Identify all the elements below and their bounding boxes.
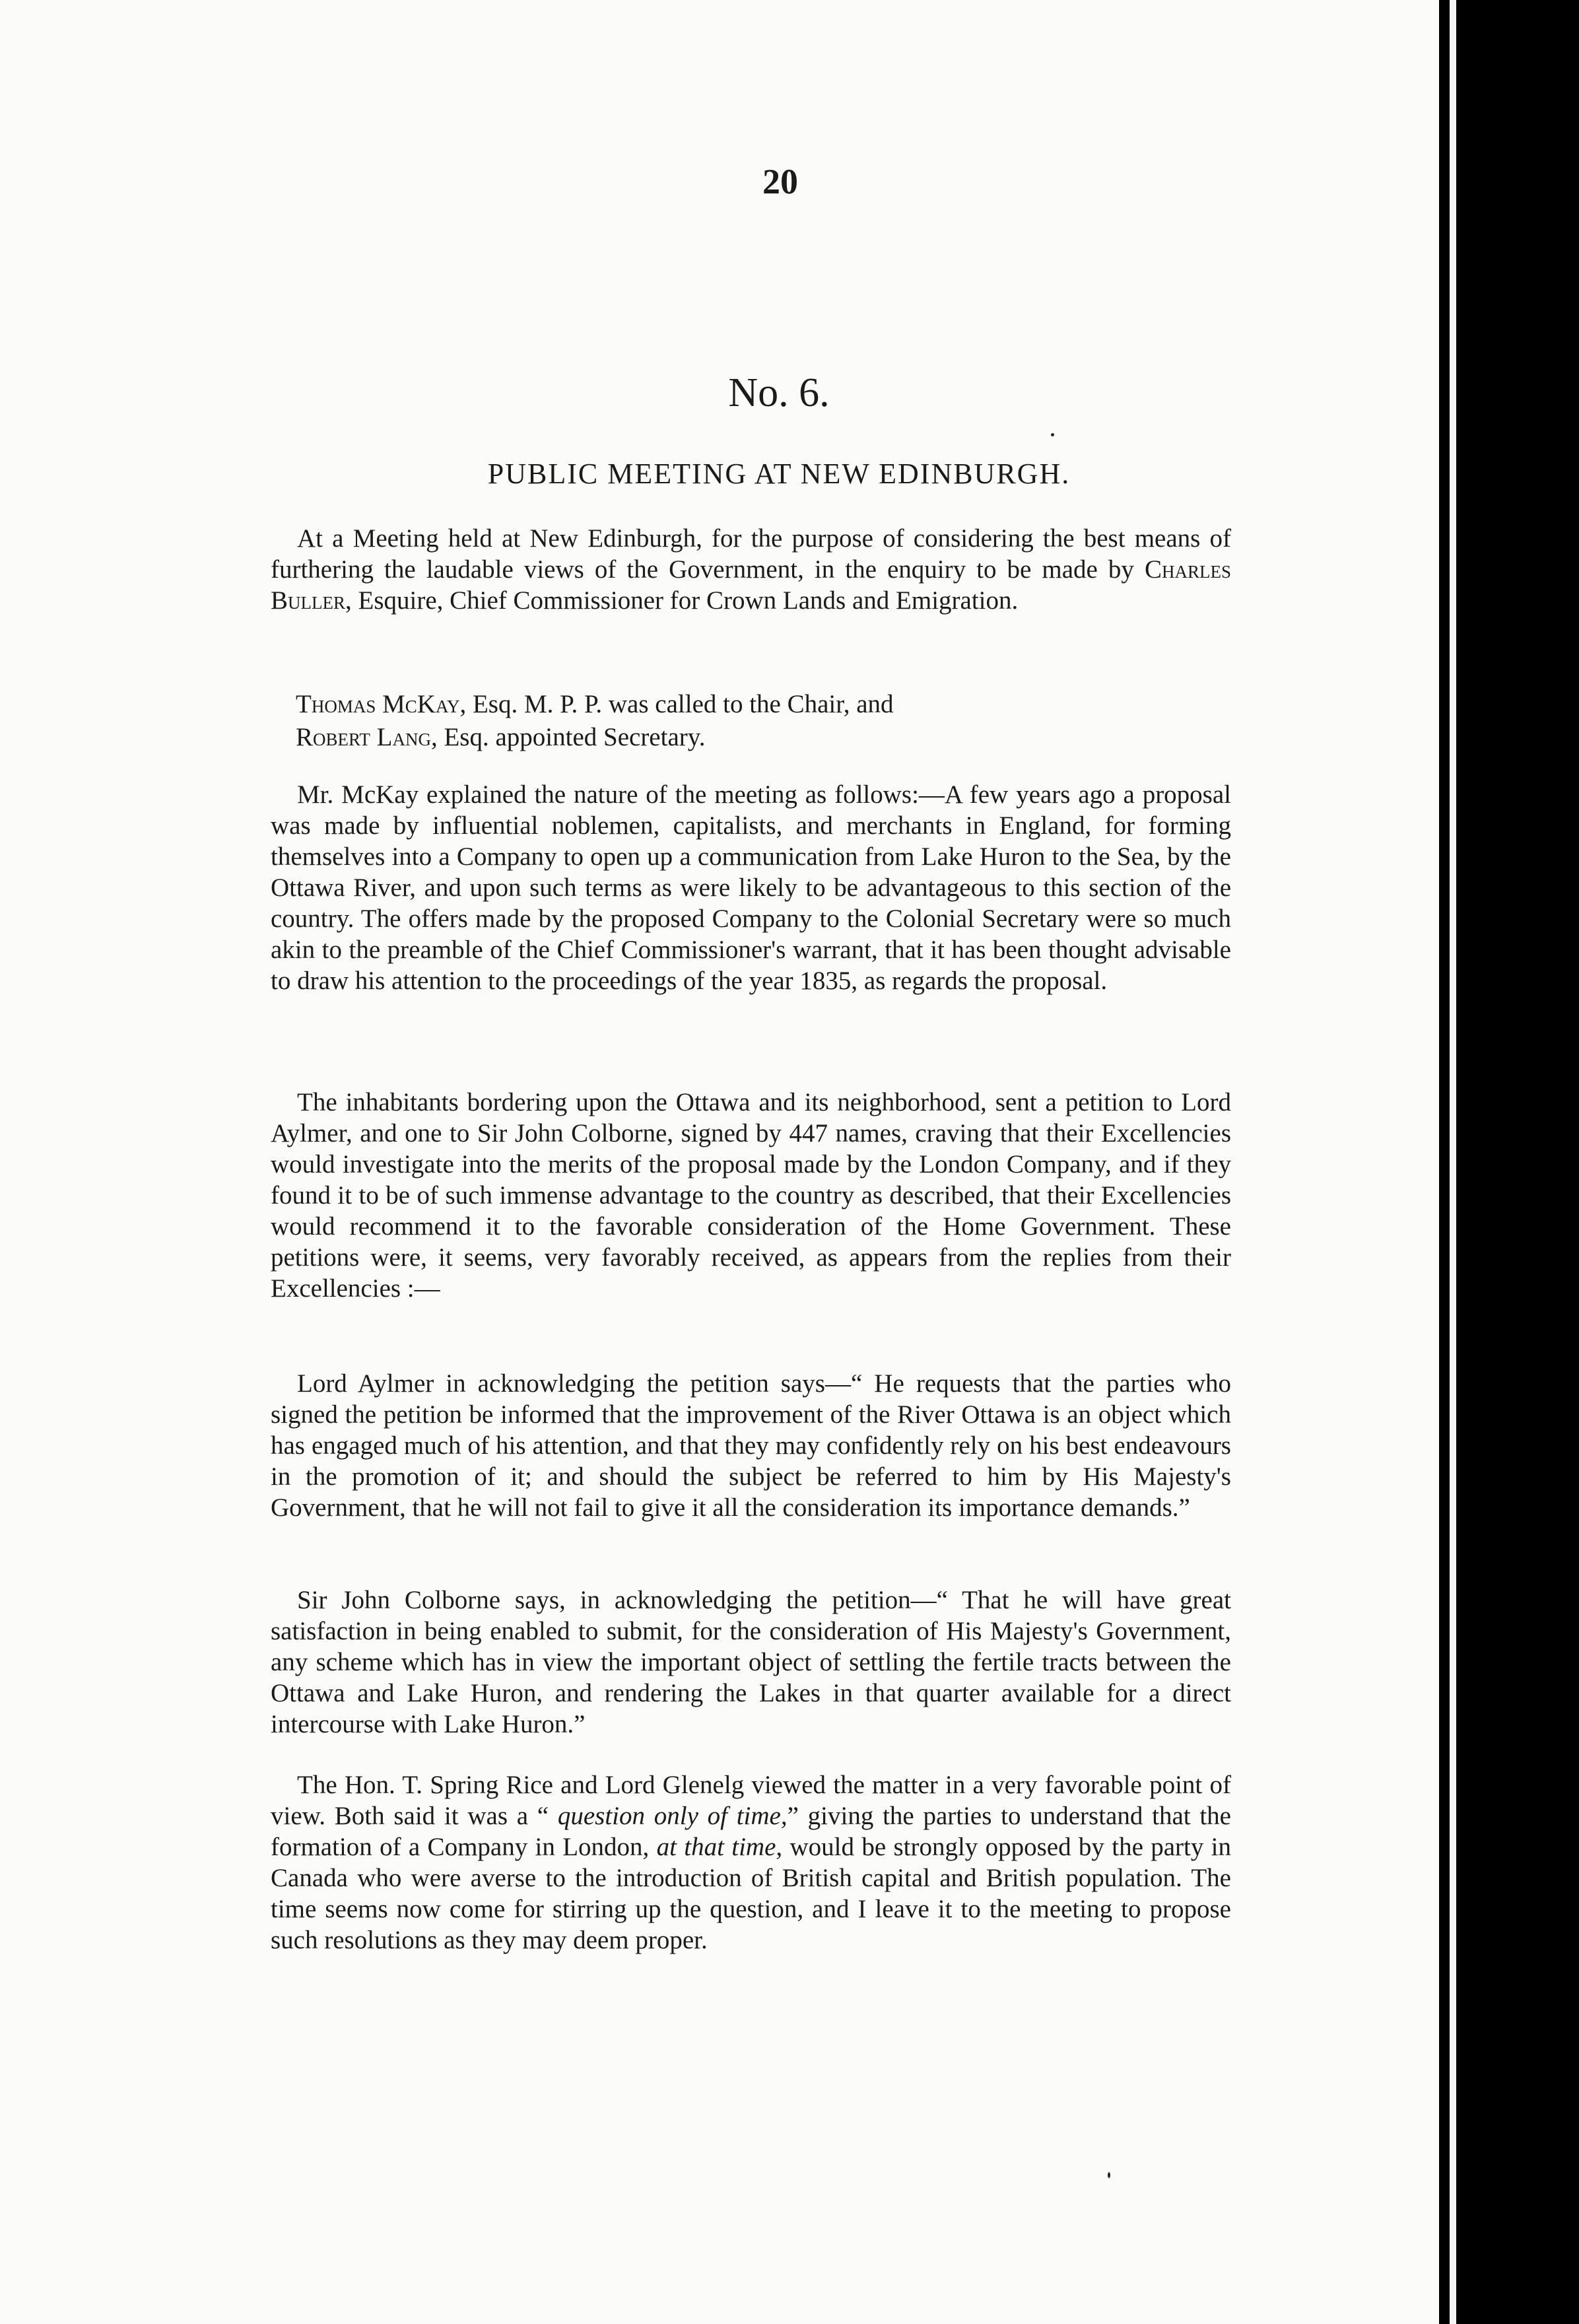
chair-name: Thomas McKay [296, 690, 460, 718]
commissioner-name: Charles Buller [271, 555, 1231, 615]
aylmer-text: Lord Aylmer in acknowledging the petition says—“ He requests that the parties who signed the petition be informed that the improvement of the River Ottawa is an object which has engaged much of his attention, and that they may confidently rely on his best endeavours in the promotion of it; and should the subject be referred to him by His Majesty's Government, that he will not fail to give it all the consideration its importance demands.” [271, 1369, 1231, 1522]
rice-emphasis-2: at that time, [656, 1833, 783, 1861]
mckay-paragraph [271, 779, 1231, 996]
document-number: No. 6. [728, 370, 830, 415]
intro-text-part1: At a Meeting held at New Edinburgh, for the purpose of considering the best means of furthering the laudable views of the Government, in the enquiry to be made by [271, 524, 1231, 584]
colborne-text: Sir John Colborne says, in acknowledging the petition—“ That he will have great satisfaction in being enabled to submit, for the consideration of His Majesty's Government, any scheme which has in view the important object of settling the fertile tracts between the Ottawa and Lake Huron, and rendering the Lakes in that quarter available for a direct intercourse with Lake Huron.” [271, 1586, 1231, 1738]
page-number: 20 [762, 162, 798, 201]
inhabitants-paragraph [271, 1087, 1231, 1304]
document-heading: PUBLIC MEETING AT NEW EDINBURGH. [487, 458, 1071, 490]
intro-paragraph [271, 523, 1231, 616]
secretary-line-text: , Esq. appointed Secretary. [430, 723, 706, 751]
rice-text-part1: The Hon. T. Spring Rice and Lord Glenelg viewed the matter in a very favorable point of view. Both said it was a “ [271, 1771, 1231, 1830]
intro-text-part2: , Esquire, Chief Commissioner for Crown Lands and Emigration. [345, 586, 1019, 615]
secretary-name: Robert Lang [296, 723, 431, 751]
chair-line [296, 688, 1220, 721]
inhabitants-text: The inhabitants bordering upon the Ottawa and its neighborhood, sent a petition to Lord Aylmer, and one to Sir John Colborne, signed by 447 names, craving that their Excellencies would investigate into the merits of the proposal made by the London Company, and if they found it to be of such immense advantage to the country as described, that their Excellencies would recommend it to the favorable consideration of the Home Government. These petitions were, it seems, very favorably received, as appears from the replies from their Excellencies :— [271, 1088, 1231, 1303]
chair-appointments [296, 688, 1220, 754]
chair-line-text: , Esq. M. P. P. was called to the Chair, and [459, 690, 894, 718]
colborne-paragraph [271, 1585, 1231, 1740]
rice-emphasis-1: question only of time, [557, 1802, 788, 1830]
rice-glenelg-paragraph [271, 1769, 1231, 1956]
mckay-text: Mr. McKay explained the nature of the meeting as follows:—A few years ago a proposal was made by influential noblemen, capitalists, and merchants in England, for forming themselves into a Company to open up a communication from Lake Huron to the Sea, by the Ottawa River, and upon such terms as were likely to be advantageous to this section of the country. The offers made by the proposed Company to the Colonial Secretary were so much akin to the preamble of the Chief Commissioner's warrant, that it has been thought advisable to draw his attention to the proceedings of the year 1835, as regards the proposal. [271, 780, 1231, 995]
rice-text-part3: would be strongly opposed by the party in Canada who were averse to the introduction of British capital and British population. The time seems now come for stirring up the question, and I leave it to the meeting to propose such resolutions as they may deem proper. [271, 1833, 1232, 1954]
scan-speck [1051, 433, 1054, 436]
rice-text-part2: ” giving the parties to understand that the formation of a Company in London, [271, 1802, 1231, 1861]
scan-speck [1108, 2172, 1110, 2178]
scan-gutter [1439, 0, 1579, 2324]
secretary-line [296, 721, 1220, 754]
facing-page-edge [1450, 0, 1456, 2324]
aylmer-paragraph [271, 1368, 1231, 1523]
